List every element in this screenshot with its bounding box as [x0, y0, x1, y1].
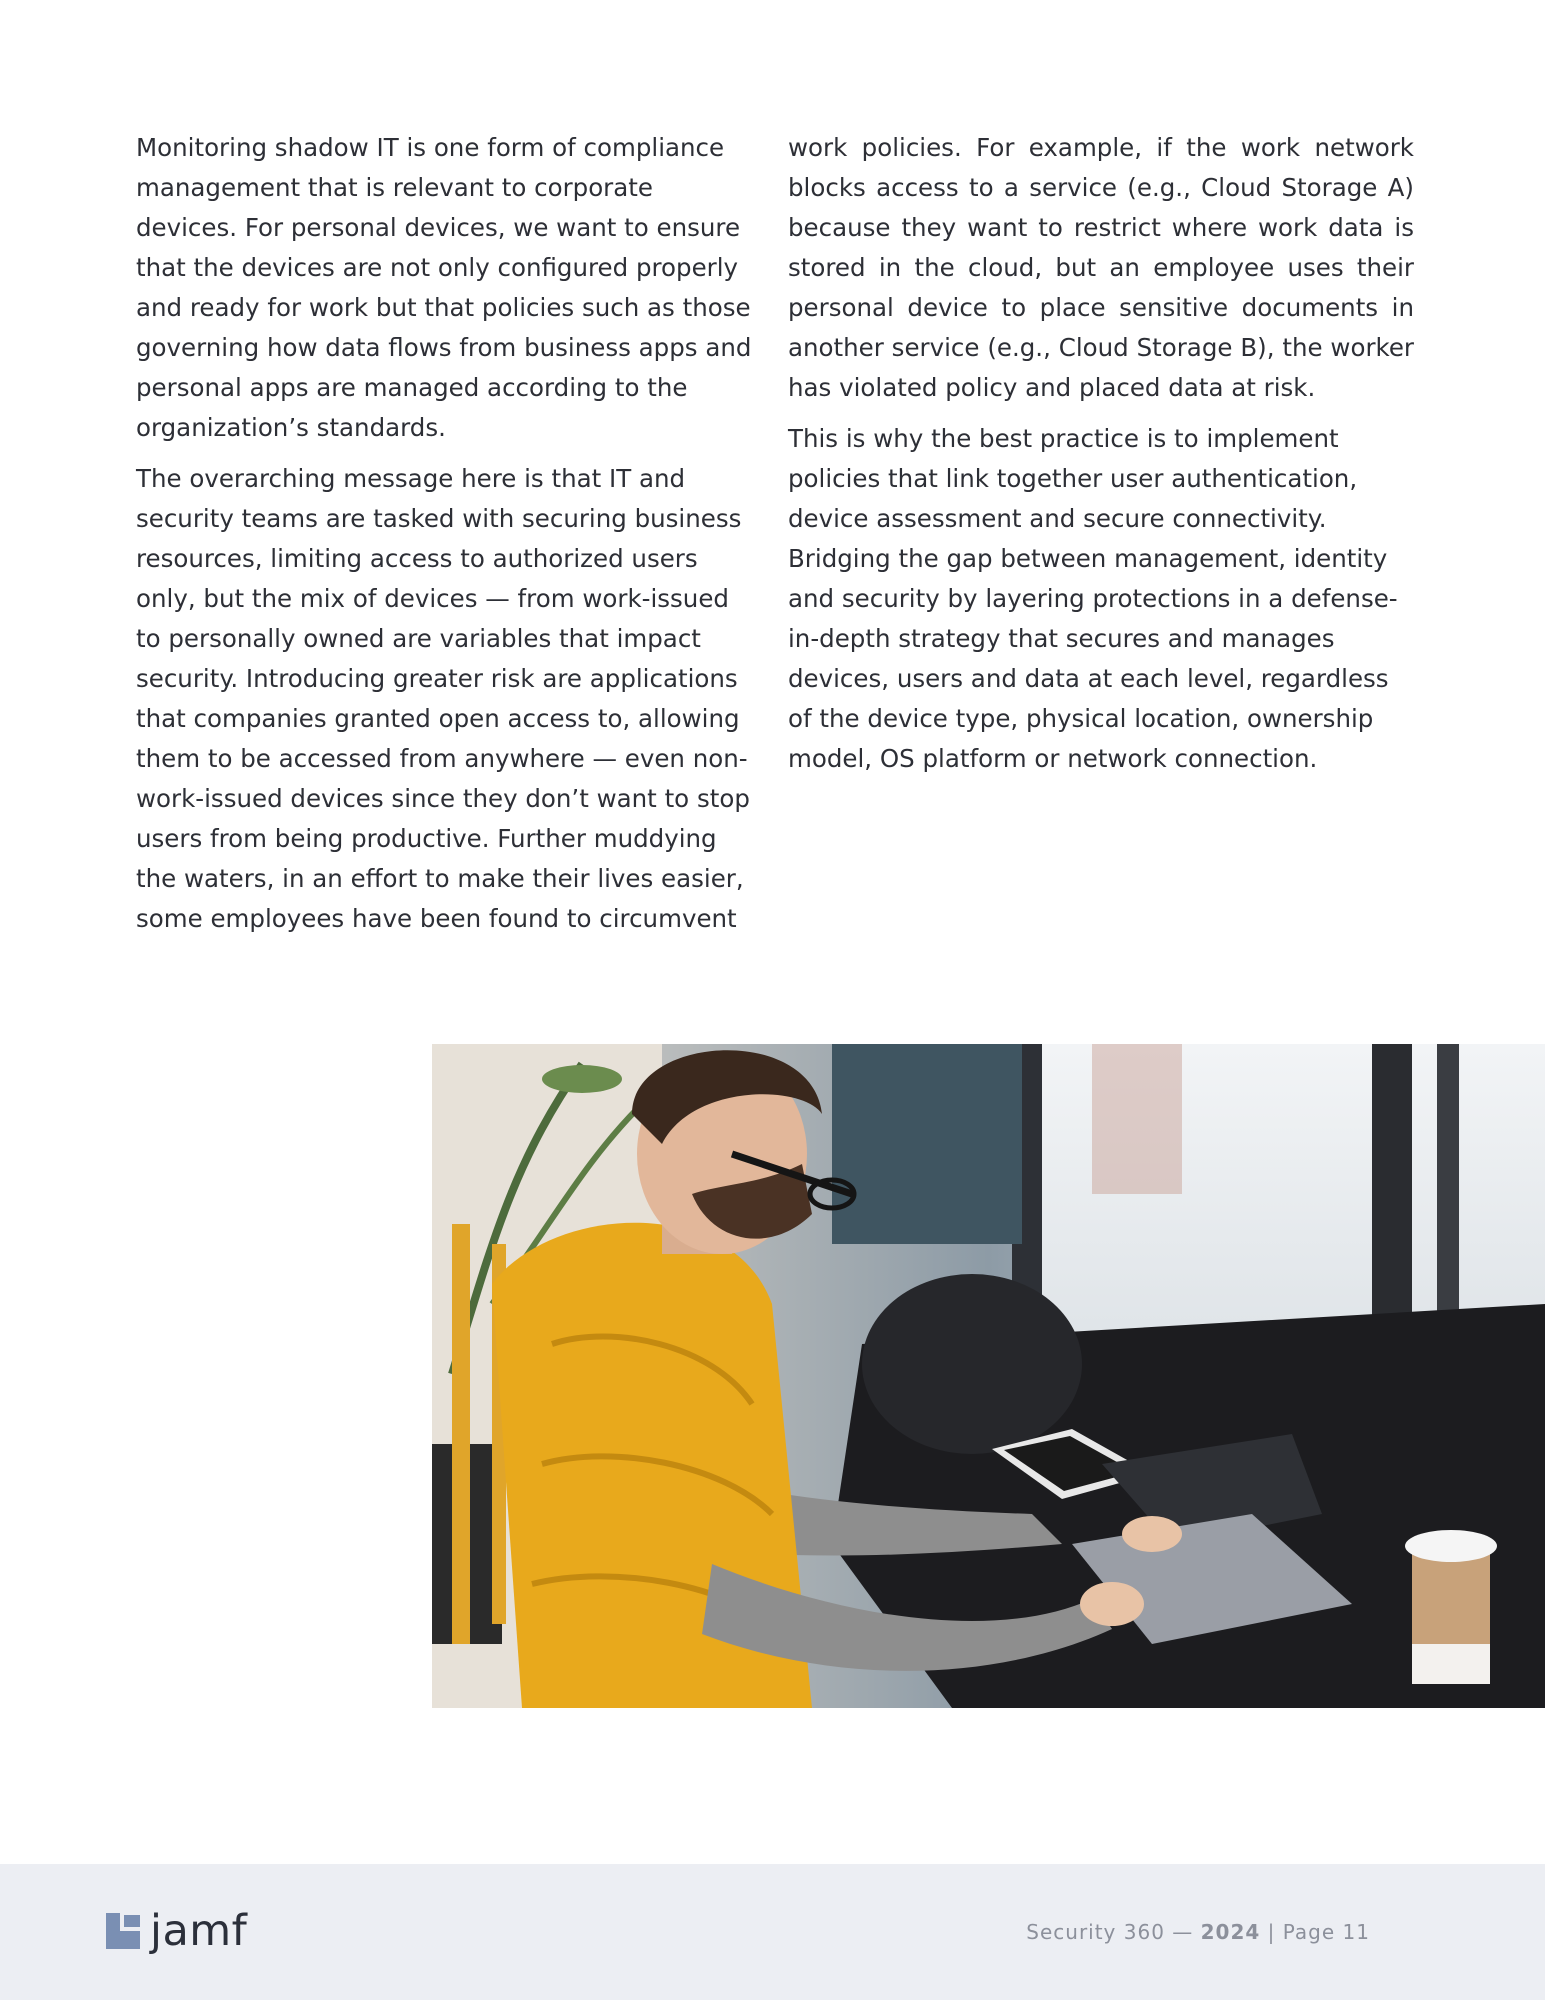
logo-text: jamf	[150, 1906, 248, 1956]
publication-year: 2024	[1200, 1920, 1261, 1944]
page-footer	[0, 1864, 1545, 2000]
paragraph: The overarching message here is that IT and security teams are tasked with securing business resources, limiting access to authorized users only, but the mix of devices — from work-issued to personally owned are variables that impact security. Introducing greater risk are applications that companies granted open access to, allowing them to be accessed from anywhere — even non-work-issued devices since they don’t want to stop users from being productive. Further muddying the waters, in an effort to make their lives easier, some employees have been found to circumvent	[136, 464, 750, 933]
right-column	[788, 128, 1414, 790]
man-working-on-laptop-photo	[432, 1044, 1545, 1708]
page-caption	[1026, 1916, 1370, 1948]
paragraph: Monitoring shadow IT is one form of compliance management that is relevant to corporate devices. For personal devices, we want to ensure that the devices are not only configured properly and ready for work but that policies such as those governing how data flows from business apps and personal apps are managed according to the organization’s standards.	[136, 133, 752, 442]
jamf-logo	[104, 1906, 247, 1956]
jamf-logo-icon	[104, 1911, 142, 1951]
publication-name: Security 360 —	[1026, 1920, 1201, 1944]
page-number: | Page 11	[1260, 1920, 1370, 1944]
paragraph: This is why the best practice is to implement policies that link together user authentication, device assessment and secure connectivity. Bridging the gap between management, identity and security by layering protections in a defense-in-depth strategy that secures and manages devices, users and data at each level, regardless of the device type, physical location, ownership model, OS platform or network connection.	[788, 424, 1398, 773]
paragraph: work policies. For example, if the work network blocks access to a service (e.g., Cloud Storage A) because they want to restrict where work data is stored in the cloud, but an employee uses their personal device to place sensitive documents in another service (e.g., Cloud Storage B), the worker has violated policy and placed data at risk.	[788, 133, 1414, 402]
left-column	[136, 128, 754, 950]
